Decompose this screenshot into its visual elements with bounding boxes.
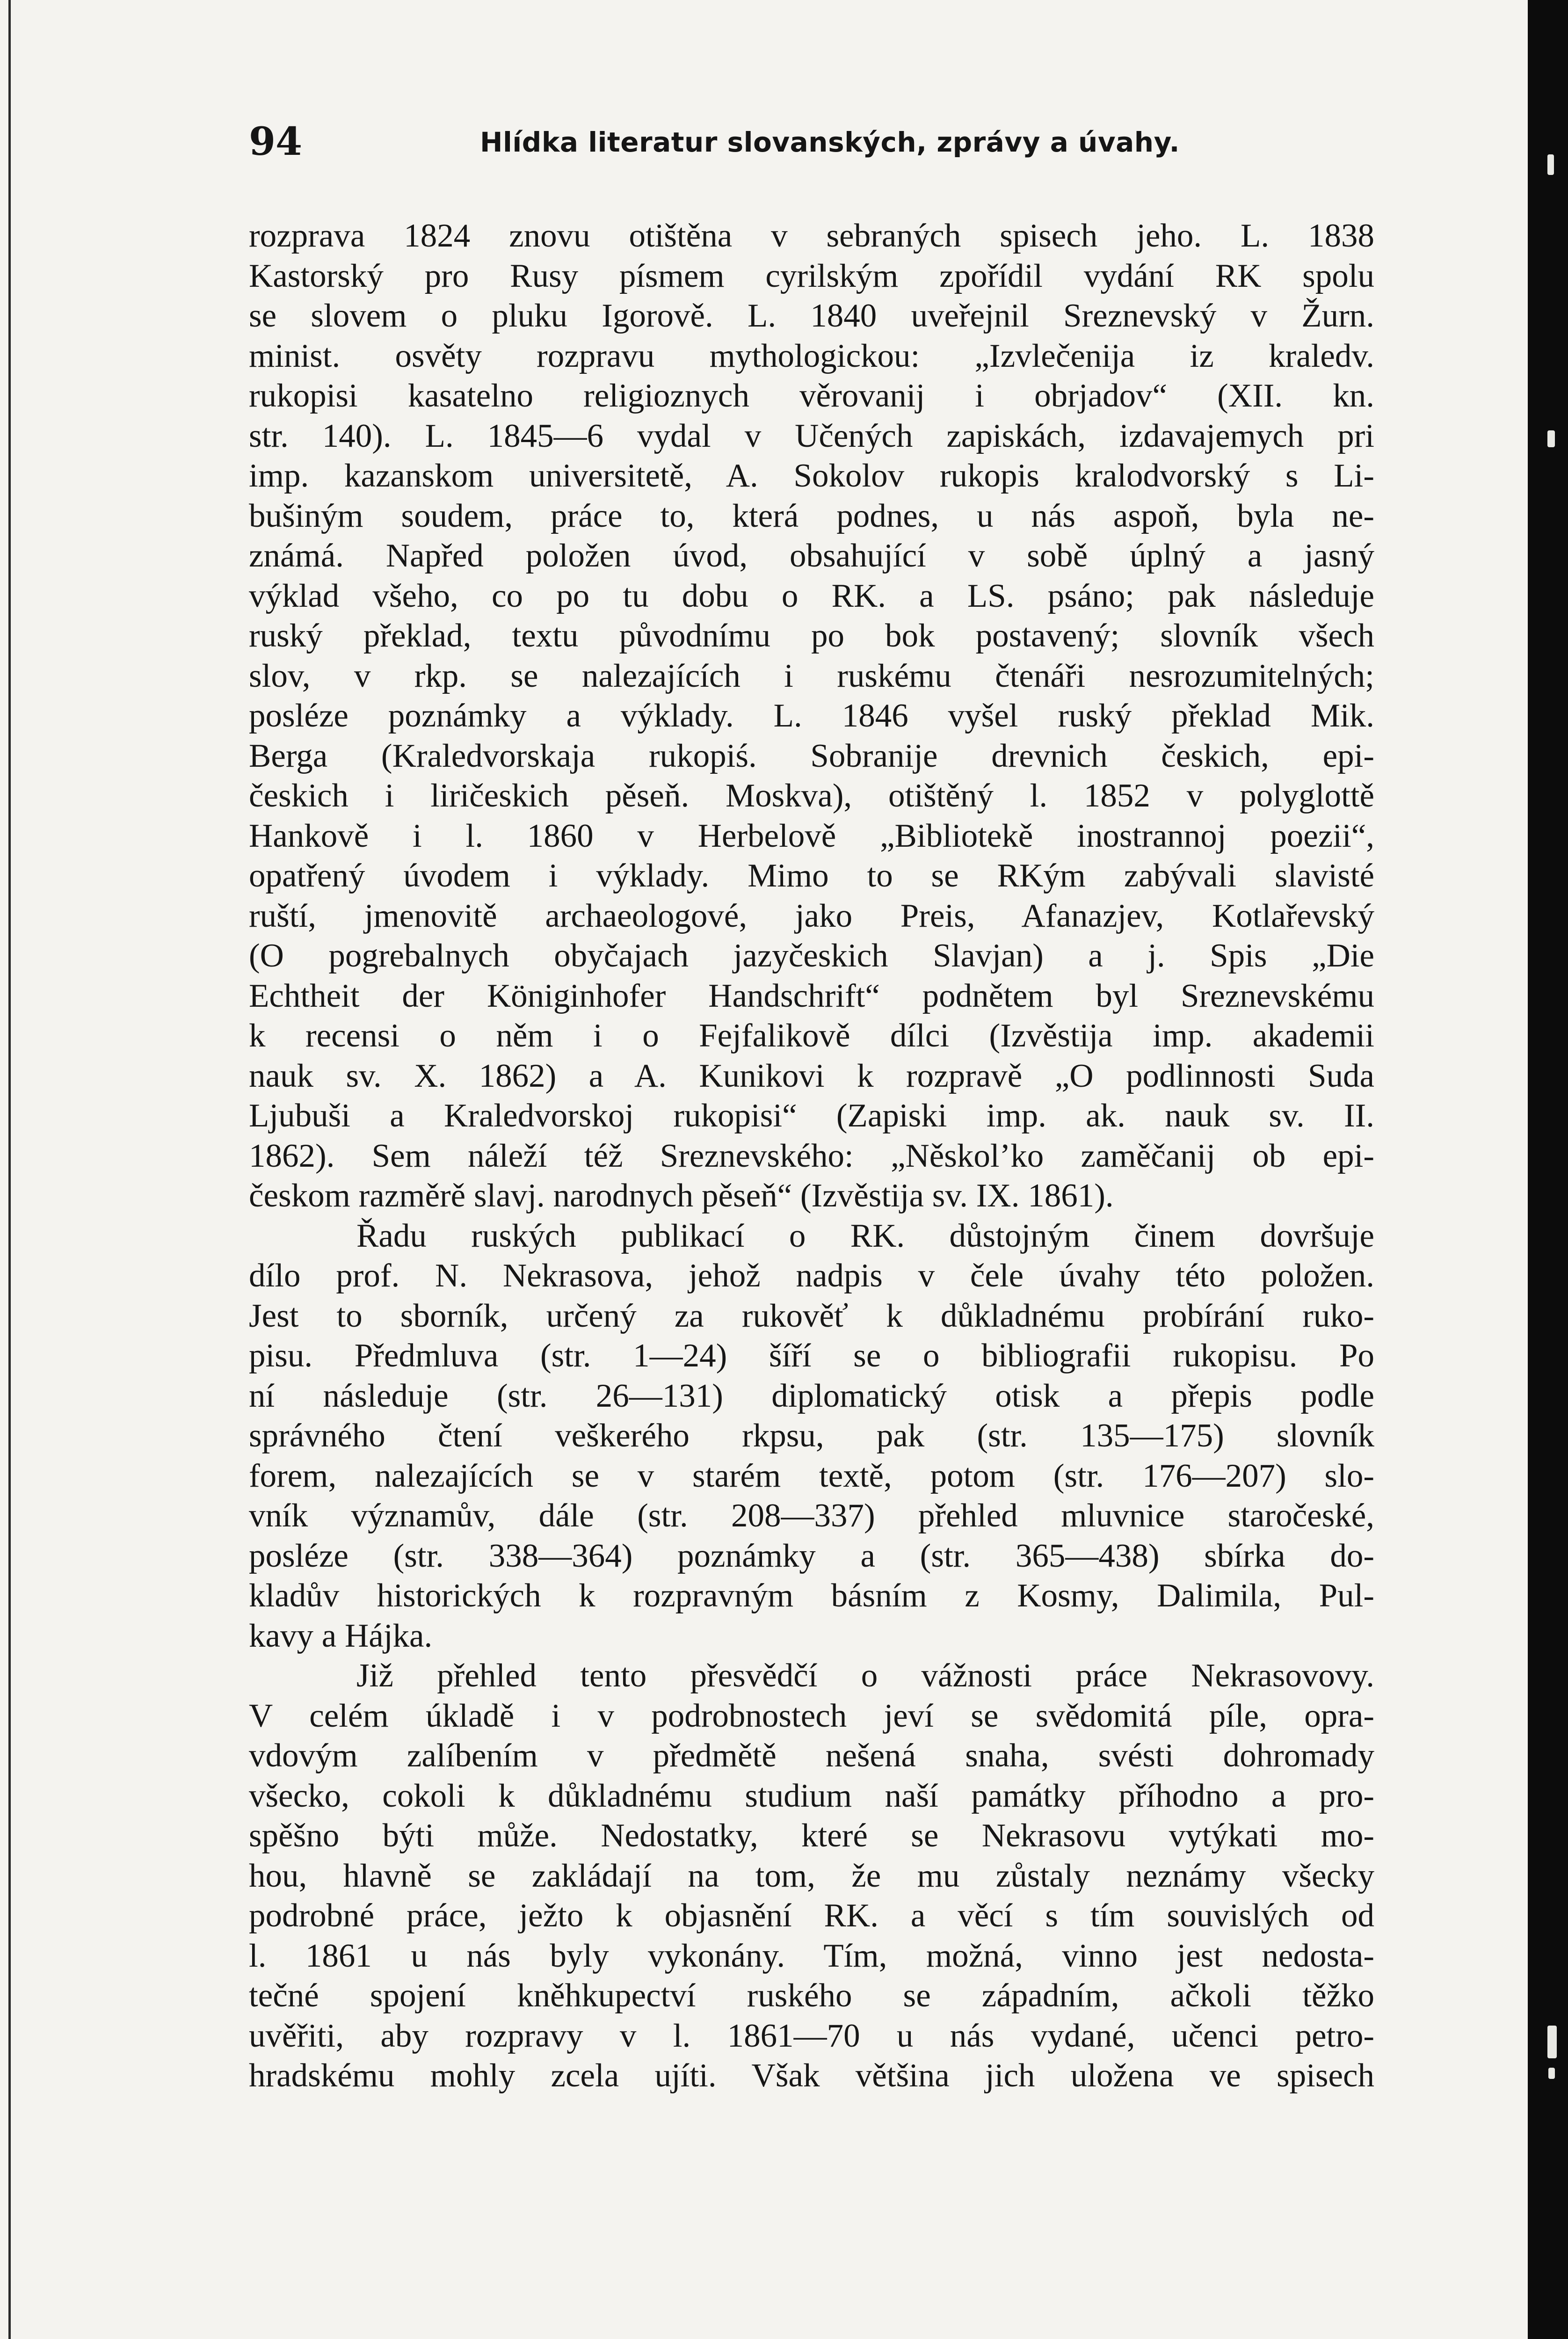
binding-rule — [8, 0, 11, 2339]
text-line: hou, hlavně se zakládají na tom, že mu zůstaly neznámy všecky — [249, 1857, 1374, 1894]
text-line: spěšno býti může. Nedostatky, které se Nekrasovu vytýkati mo- — [249, 1817, 1374, 1854]
text-line: ruský překlad, textu původnímu po bok postavený; slovník všech — [249, 617, 1374, 654]
text-line: podrobné práce, ježto k objasnění RK. a věcí s tím souvislých od — [249, 1897, 1374, 1934]
text-line: Kastorský pro Rusy písmem cyrilským zpořídil vydání RK spolu — [249, 257, 1374, 294]
text-line: Již přehled tento přesvědčí o vážnosti práce Nekrasovovy. — [356, 1657, 1374, 1694]
text-line: dílo prof. N. Nekrasova, jehož nadpis v čele úvahy této položen. — [249, 1257, 1374, 1294]
text-line: výklad všeho, co po tu dobu o RK. a LS. psáno; pak následuje — [249, 577, 1374, 614]
text-line: bušiným soudem, práce to, která podnes, u nás aspoň, byla ne- — [249, 497, 1374, 534]
text-line: ruští, jmenovitě archaeologové, jako Preis, Afanazjev, Kotlařevský — [249, 897, 1374, 934]
scan-edge — [1528, 0, 1568, 2339]
text-line: forem, nalezajících se v starém textě, potom (str. 176—207) slo- — [249, 1457, 1374, 1494]
text-line: rukopisi kasatelno religioznych věrovanij i obrjadov“ (XII. kn. — [249, 378, 1374, 414]
text-line: kavy a Hájka. — [249, 1617, 433, 1654]
text-line: uvěřiti, aby rozpravy v l. 1861—70 u nás vydané, učenci petro- — [249, 2017, 1374, 2054]
text-line: vník významův, dále (str. 208—337) přehled mluvnice staročeské, — [249, 1497, 1374, 1534]
text-line: imp. kazanskom universitetě, A. Sokolov rukopis kralodvorský s Li- — [249, 458, 1374, 494]
body-text — [249, 216, 1374, 2096]
text-line: kladův historických k rozpravným básním z Kosmy, Dalimila, Pul- — [249, 1577, 1374, 1614]
text-line: posléze poznámky a výklady. L. 1846 vyšel ruský překlad Mik. — [249, 697, 1374, 734]
text-line: českom razměrě slavj. narodnych pěseň“ (Izvěstija sv. IX. 1861). — [249, 1177, 1114, 1214]
running-header — [249, 116, 1386, 167]
running-title: Hlídka literatur slovanských, zprávy a úvahy. — [480, 126, 1180, 158]
text-line: minist. osvěty rozpravu mythologickou: „Izvlečenija iz kraledv. — [249, 337, 1374, 374]
text-line: k recensi o něm i o Fejfalikově dílci (Izvěstija imp. akademii — [249, 1017, 1374, 1054]
text-line: ní následuje (str. 26—131) diplomatický otisk a přepis podle — [249, 1377, 1374, 1414]
text-line: slov, v rkp. se nalezajících i ruskému čtenáři nesrozumitelných; — [249, 657, 1374, 694]
page-number: 94 — [249, 119, 303, 164]
text-line: vdovým zalíbením v předmětě nešená snaha, svésti dohromady — [249, 1737, 1374, 1774]
text-line: 1862). Sem náleží též Sreznevského: „Něskol’ko zaměčanij ob epi- — [249, 1137, 1374, 1174]
text-line: Jest to sborník, určený za rukověť k důkladnému probírání ruko- — [249, 1297, 1374, 1334]
text-line: Echtheit der Königinhofer Handschrift“ podnětem byl Sreznevskému — [249, 977, 1374, 1014]
text-line: známá. Napřed položen úvod, obsahující v sobě úplný a jasný — [249, 538, 1374, 574]
text-line: Ljubuši a Kraledvorskoj rukopisi“ (Zapiski imp. ak. nauk sv. II. — [249, 1097, 1374, 1134]
text-line: Hankově i l. 1860 v Herbelově „Bibliotekě inostrannoj poezii“, — [249, 817, 1374, 854]
text-line: (O pogrebalnych obyčajach jazyčeskich Slavjan) a j. Spis „Die — [249, 937, 1374, 974]
text-line: tečné spojení kněhkupectví ruského se západním, ačkoli těžko — [249, 1977, 1374, 2014]
text-line: Řadu ruských publikací o RK. důstojným činem dovršuje — [356, 1217, 1374, 1254]
edge-speck — [1547, 430, 1555, 447]
text-line: českich i liričeskich pěseň. Moskva), otištěný l. 1852 v polyglottě — [249, 777, 1374, 814]
text-line: nauk sv. X. 1862) a A. Kunikovi k rozpravě „O podlinnosti Suda — [249, 1057, 1374, 1094]
text-line: rozprava 1824 znovu otištěna v sebraných spisech jeho. L. 1838 — [249, 218, 1374, 254]
text-line: hradskému mohly zcela ujíti. Však většina jich uložena ve spisech — [249, 2057, 1374, 2094]
edge-speck — [1547, 154, 1554, 175]
text-line: pisu. Předmluva (str. 1—24) šíří se o bibliografii rukopisu. Po — [249, 1337, 1374, 1374]
edge-speck — [1548, 2068, 1555, 2079]
text-line: str. 140). L. 1845—6 vydal v Učených zapiskách, izdavajemych pri — [249, 417, 1374, 454]
text-line: V celém úkladě i v podrobnostech jeví se svědomitá píle, opra- — [249, 1697, 1374, 1734]
text-line: opatřený úvodem i výklady. Mimo to se RKým zabývali slavisté — [249, 857, 1374, 894]
edge-speck — [1547, 2026, 1557, 2058]
text-line: se slovem o pluku Igorově. L. 1840 uveřejnil Sreznevský v Žurn. — [249, 298, 1374, 334]
text-line: správného čtení veškerého rkpsu, pak (str. 135—175) slovník — [249, 1417, 1374, 1454]
text-line: Berga (Kraledvorskaja rukopiś. Sobranije drevnich českich, epi- — [249, 737, 1374, 774]
text-line: posléze (str. 338—364) poznámky a (str. 365—438) sbírka do- — [249, 1537, 1374, 1574]
text-line: l. 1861 u nás byly vykonány. Tím, možná, vinno jest nedosta- — [249, 1937, 1374, 1974]
text-line: všecko, cokoli k důkladnému studium naší památky příhodno a pro- — [249, 1777, 1374, 1814]
